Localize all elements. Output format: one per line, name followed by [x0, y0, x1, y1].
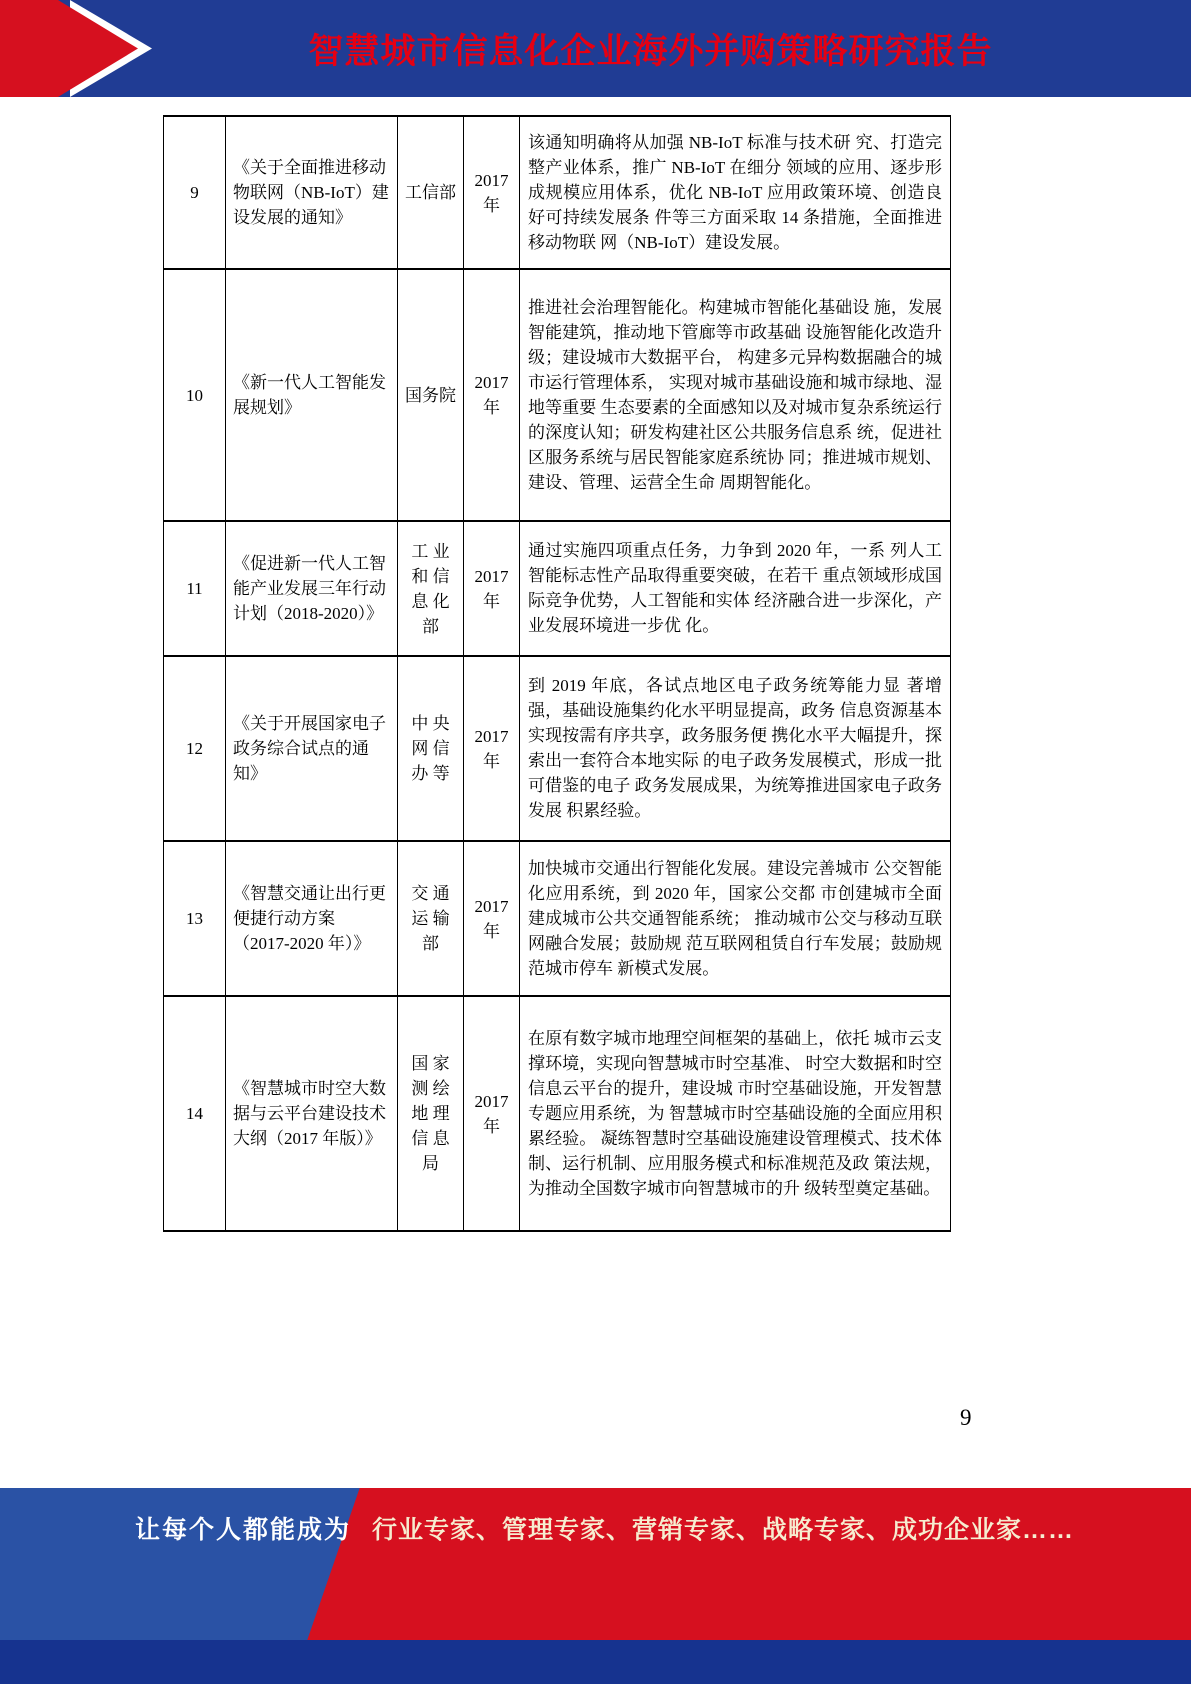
issue-year: 2017 年: [464, 996, 520, 1231]
issue-year: 2017 年: [464, 841, 520, 996]
policy-table: [163, 115, 951, 1232]
footer-bottom-strip: [0, 1640, 1191, 1684]
red-arrow-icon: [0, 0, 170, 97]
issuing-agency: 中 央 网 信 办 等: [398, 656, 464, 841]
issuing-agency: 国务院: [398, 269, 464, 521]
table-row: [164, 521, 951, 656]
table-row: [164, 116, 951, 269]
row-number: 13: [164, 841, 226, 996]
table-row: [164, 996, 951, 1231]
policy-name: 《关于全面推进移动物联网（NB-IoT）建设发展的通知》: [226, 116, 398, 269]
policy-name: 《智慧交通让出行更便捷行动方案（2017-2020 年）》: [226, 841, 398, 996]
issue-year: 2017 年: [464, 116, 520, 269]
page-number: 9: [960, 1405, 972, 1430]
table-row: [164, 269, 951, 521]
report-header: [0, 0, 1191, 97]
report-title: 智慧城市信息化企业海外并购策略研究报告: [308, 31, 993, 71]
footer-band: [0, 1488, 1191, 1640]
footer-slogan-right: 行业专家、管理专家、营销专家、战略专家、成功企业家……: [372, 1516, 1075, 1544]
policy-description: 该通知明确将从加强 NB-IoT 标准与技术研 究、打造完整产业体系，推广 NB-IoT 在细分 领域的应用、逐步形成规模应用体系，优化 NB-IoT 应用政策环境、创造良好可持续发展条 件等三方面采取 14 条措施，全面推进移动物联 网（NB-IoT）建设发展。: [520, 116, 951, 269]
policy-name: 《关于开展国家电子政务综合试点的通知》: [226, 656, 398, 841]
policy-description: 在原有数字城市地理空间框架的基础上，依托 城市云支撑环境，实现向智慧城市时空基准、 时空大数据和时空信息云平台的提升，建设城 市时空基础设施，开发智慧专题应用系统，为 智慧城市时空基础设施的全面应用积累经验。 凝练智慧时空基础设施建设管理模式、技术体 制、运行机制、应用服务模式和标准规范及政 策法规，为推动全国数字城市向智慧城市的升 级转型奠定基础。: [520, 996, 951, 1231]
table-row: [164, 841, 951, 996]
policy-name: 《新一代人工智能发展规划》: [226, 269, 398, 521]
policy-name: 《促进新一代人工智能产业发展三年行动计划（2018-2020）》: [226, 521, 398, 656]
row-number: 10: [164, 269, 226, 521]
policy-name: 《智慧城市时空大数据与云平台建设技术大纲（2017 年版）》: [226, 996, 398, 1231]
policy-description: 加快城市交通出行智能化发展。建设完善城市 公交智能化应用系统，到 2020 年，国家公交都 市创建城市全面建成城市公共交通智能系统； 推动城市公交与移动互联网融合发展；鼓励规 范互联网租赁自行车发展；鼓励规范城市停车 新模式发展。: [520, 841, 951, 996]
row-number: 14: [164, 996, 226, 1231]
issue-year: 2017 年: [464, 521, 520, 656]
row-number: 12: [164, 656, 226, 841]
issue-year: 2017 年: [464, 269, 520, 521]
page-footer: [0, 1488, 1191, 1684]
policy-description: 到 2019 年底，各试点地区电子政务统筹能力显 著增强，基础设施集约化水平明显提高，政务 信息资源基本实现按需有序共享，政务服务便 携化水平大幅提升，探索出一套符合本地实际 的电子政务发展模式，形成一批可借鉴的电子 政务发展成果，为统筹推进国家电子政务发展 积累经验。: [520, 656, 951, 841]
issuing-agency: 工信部: [398, 116, 464, 269]
policy-description: 通过实施四项重点任务，力争到 2020 年，一系 列人工智能标志性产品取得重要突破，在若干 重点领域形成国际竞争优势，人工智能和实体 经济融合进一步深化，产业发展环境进一步优 化。: [520, 521, 951, 656]
policy-description: 推进社会治理智能化。构建城市智能化基础设 施，发展智能建筑，推动地下管廊等市政基础 设施智能化改造升级；建设城市大数据平台， 构建多元异构数据融合的城市运行管理体系， 实现对城市基础设施和城市绿地、湿地等重要 生态要素的全面感知以及对城市复杂系统运行 的深度认知；研发构建社区公共服务信息系 统，促进社区服务系统与居民智能家庭系统协 同；推进城市规划、建设、管理、运营全生命 周期智能化。: [520, 269, 951, 521]
issuing-agency: 国 家 测 绘 地 理 信 息 局: [398, 996, 464, 1231]
table-row: [164, 656, 951, 841]
issuing-agency: 工 业 和 信 息 化 部: [398, 521, 464, 656]
footer-slogan-left: 让每个人都能成为: [135, 1516, 352, 1544]
issue-year: 2017 年: [464, 656, 520, 841]
row-number: 11: [164, 521, 226, 656]
row-number: 9: [164, 116, 226, 269]
issuing-agency: 交 通 运 输 部: [398, 841, 464, 996]
